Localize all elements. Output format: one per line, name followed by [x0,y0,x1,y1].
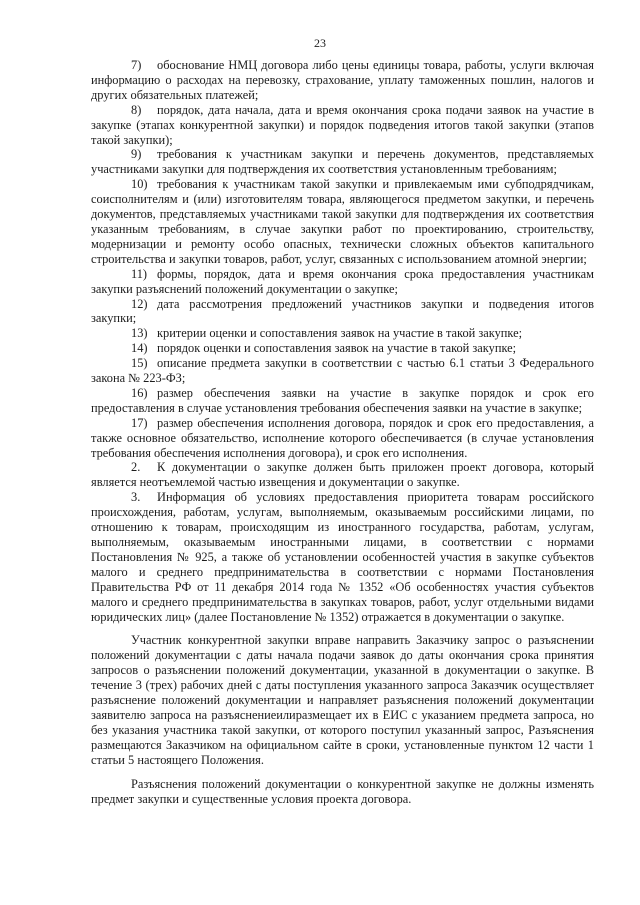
item-text: формы, порядок, дата и время окончания срока предоставления участникам закупки разъяснений положений документации о закупке; [91,266,594,296]
list-item-10 [91,177,594,266]
paragraph-gap [91,768,594,777]
item-text: К документации о закупке должен быть приложен проект договора, который является неотъемлемой частью извещения и документации о закупке. [91,460,594,490]
list-item-8 [91,103,594,148]
item-text: требования к участникам такой закупки и привлекаемым ими субподрядчикам, соисполнителям и (или) изготовителям товара, являющегося предметом закупки, и перечень документов, представляемых участниками такой закупки для подтверждения их соответствия указанным требованиям, в случае закупки работ по проектированию, строительству, модернизации и ремонту особо опасных, технически сложных объектов капитального строительства и закупки товаров, работ, услуг, связанных с использованием атомной энергии; [91,177,594,266]
list-item-17 [91,416,594,461]
document-body [91,58,594,806]
section-3 [91,490,594,624]
item-text: Информация об условиях предоставления приоритета товарам российского происхождения, работам, услугам, выполняемым, оказываемым российскими лицами, по отношению к товарам, происходящим из иностранного государства, работам, услугам, выполняемым, оказываемым иностранными лицами, в соответствии с нормами Постановления № 925, а также об установлении особенностей участия в закупке субъектов малого и среднего предпринимательства в соответствии с нормами Постановления Правительства РФ от 11 декабря 2014 года № 1352 «Об особенностях участия субъектов малого и среднего предпринимательства в закупках товаров, работ, услуг отдельными видами юридических лиц» (далее Постановление № 1352) отражается в документации о закупке. [91,490,594,624]
item-text: размер обеспечения заявки на участие в закупке порядок и срок его предоставления в случае установления требования обеспечения заявки на участие в закупке; [91,385,594,415]
item-number: 13) [131,326,148,341]
item-number: 8) [131,102,142,117]
item-text: порядок, дата начала, дата и время окончания срока подачи заявок на участие в закупке (этапах конкурентной закупки) и порядок подведения итогов такой закупки (этапов такой закупки); [91,102,594,147]
item-number: 14) [131,341,148,356]
paragraph-text: Разъяснения положений документации о конкурентной закупке не должны изменять предмет закупки и существенные условия проекта договора. [91,776,594,806]
item-number: 7) [131,58,142,72]
item-number: 9) [131,147,142,162]
item-number: 10) [131,177,148,192]
list-item-16 [91,386,594,416]
item-text: обоснование НМЦ договора либо цены единицы товара, работы, услуги включая информацию о расходах на перевозку, страхование, уплату таможенных пошлин, налогов и других обязательных платежей; [91,58,594,102]
item-number: 11) [131,266,148,281]
item-text: описание предмета закупки в соответствии с частью 6.1 статьи 3 Федерального закона № 223-ФЗ; [91,356,594,386]
item-number: 2. [131,460,141,475]
item-text: критерии оценки и сопоставления заявок на участие в такой закупке; [157,326,523,341]
section-2 [91,460,594,490]
clarification-limit-paragraph [91,777,594,807]
list-item-15 [91,356,594,386]
item-number: 3. [131,490,141,505]
clarification-request-paragraph [91,633,594,767]
list-item-14 [91,341,594,356]
item-text: размер обеспечения исполнения договора, порядок и срок его предоставления, а также основное обязательство, исполнение которого обеспечивается (в случае установления требования обеспечения исполнения договора), и срок его исполнения. [91,415,594,460]
list-item-12 [91,297,594,327]
page-number: 23 [314,36,326,50]
item-number: 17) [131,415,148,430]
item-number: 12) [131,296,148,311]
item-number: 16) [131,385,148,400]
paragraph-gap [91,624,594,633]
item-number: 15) [131,356,148,371]
list-item-11 [91,267,594,297]
list-item-7 [91,58,594,103]
paragraph-text: Участник конкурентной закупки вправе направить Заказчику запрос о разъяснении положений документации с даты начала подачи заявок до даты окончания срока принятия запросов о разъяснении положений документации, указанной в документации о закупке. В течение 3 (трех) рабочих дней с даты поступления указанного запроса Заказчик осуществляет разъяснение положений документации и направляет разъяснения положений документации заявителю запроса на разъяснениеилиразмещает их в ЕИС с указанием предмета запроса, но без указания участника такой закупки, от которого поступил указанный запрос, Разъяснения размещаются Заказчиком на официальном сайте в сроки, установленные пунктом 12 части 1 статьи 5 настоящего Положения. [91,633,594,767]
item-text: дата рассмотрения предложений участников закупки и подведения итогов закупки; [91,296,594,326]
item-text: порядок оценки и сопоставления заявок на участие в такой закупке; [157,341,517,356]
item-text: требования к участникам закупки и перечень документов, представляемых участниками закупки для подтверждения их соответствия установленным требованиям; [91,147,594,177]
list-item-9 [91,147,594,177]
list-item-13 [91,326,594,341]
